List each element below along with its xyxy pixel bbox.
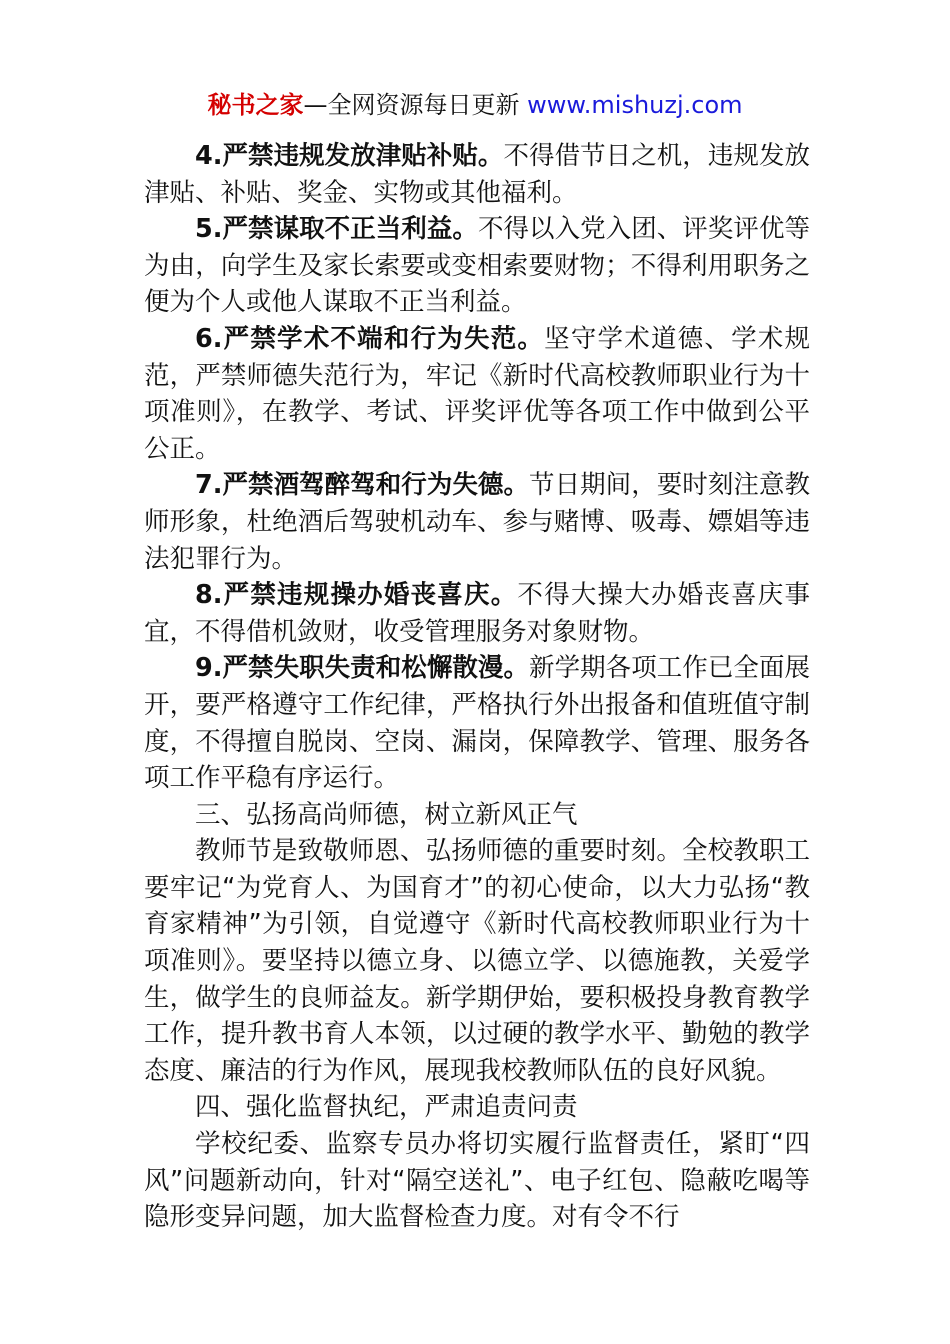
section-heading-4 (144, 1089, 810, 1126)
paragraph-text: 教师节是致敬师恩、弘扬师德的重要时刻。全校教职工要牢记“为党育人、为国育才”的初心使命，以大力弘扬“教育家精神”为引领，自觉遵守《新时代高校教师职业行为十项准则》。要坚持以德立身、以德立学、以德施教，关爱学生，做学生的良师益友。新学期伊始，要积极投身教育教学工作，提升教书育人本领，以过硬的教学水平、勤勉的教学态度、廉洁的行为作风，展现我校教师队伍的良好风貌。 (144, 836, 810, 1086)
section-heading-text: 四、强化监督执纪，严肃追责问责 (195, 1092, 578, 1123)
item-title: 5.严禁谋取不正当利益。 (195, 214, 478, 245)
item-title: 9.严禁失职失责和松懈散漫。 (195, 653, 530, 684)
document-body (144, 138, 810, 1236)
paragraph-item-6 (144, 321, 810, 467)
paragraph-section-4 (144, 1126, 810, 1236)
item-title: 8.严禁违规操办婚丧喜庆。 (195, 580, 518, 611)
paragraph-text: 学校纪委、监察专员办将切实履行监督责任，紧盯“四风”问题新动向，针对“隔空送礼”、电子红包、隐蔽吃喝等隐形变异问题，加大监督检查力度。对有令不行 (144, 1129, 810, 1233)
item-text: 坚守学术道德、学术规范，严禁师德失范行为，牢记《新时代高校教师职业行为十项准则》，在教学、考试、评奖评优等各项工作中做到公平公正。 (144, 323, 810, 464)
paragraph-section-3 (144, 833, 810, 1089)
item-title: 7.严禁酒驾醉驾和行为失德。 (195, 470, 530, 501)
item-title: 6.严禁学术不端和行为失范。 (195, 323, 545, 354)
paragraph-item-7 (144, 467, 810, 577)
header-brand: 秘书之家 (207, 91, 304, 119)
item-title: 4.严禁违规发放津贴补贴。 (195, 141, 504, 171)
paragraph-item-9 (144, 650, 810, 796)
paragraph-item-5 (144, 211, 810, 321)
header-url[interactable]: www.mishuzj.com (527, 91, 743, 119)
section-heading-text: 三、弘扬高尚师德，树立新风正气 (195, 799, 578, 830)
item-text: 新学期各项工作已全面展开，要严格遵守工作纪律，严格执行外出报备和值班值守制度，不得擅自脱岗、空岗、漏岗，保障教学、管理、服务各项工作平稳有序运行。 (144, 653, 810, 794)
header-tagline: —全网资源每日更新 (303, 91, 528, 119)
paragraph-item-4 (144, 138, 810, 211)
paragraph-item-8 (144, 577, 810, 650)
item-text: 不得以入党入团、评奖评优等为由，向学生及家长索要或变相索要财物；不得利用职务之便为个人或他人谋取不正当利益。 (144, 214, 810, 318)
page-header (0, 88, 950, 122)
item-text: 不得借节日之机，违规发放津贴、补贴、奖金、实物或其他福利。 (144, 141, 810, 208)
item-text: 不得大操大办婚丧喜庆事宜，不得借机敛财，收受管理服务对象财物。 (144, 580, 810, 647)
item-text: 节日期间，要时刻注意教师形象，杜绝酒后驾驶机动车、参与赌博、吸毒、嫖娼等违法犯罪行为。 (144, 470, 810, 574)
section-heading-3 (144, 797, 810, 834)
